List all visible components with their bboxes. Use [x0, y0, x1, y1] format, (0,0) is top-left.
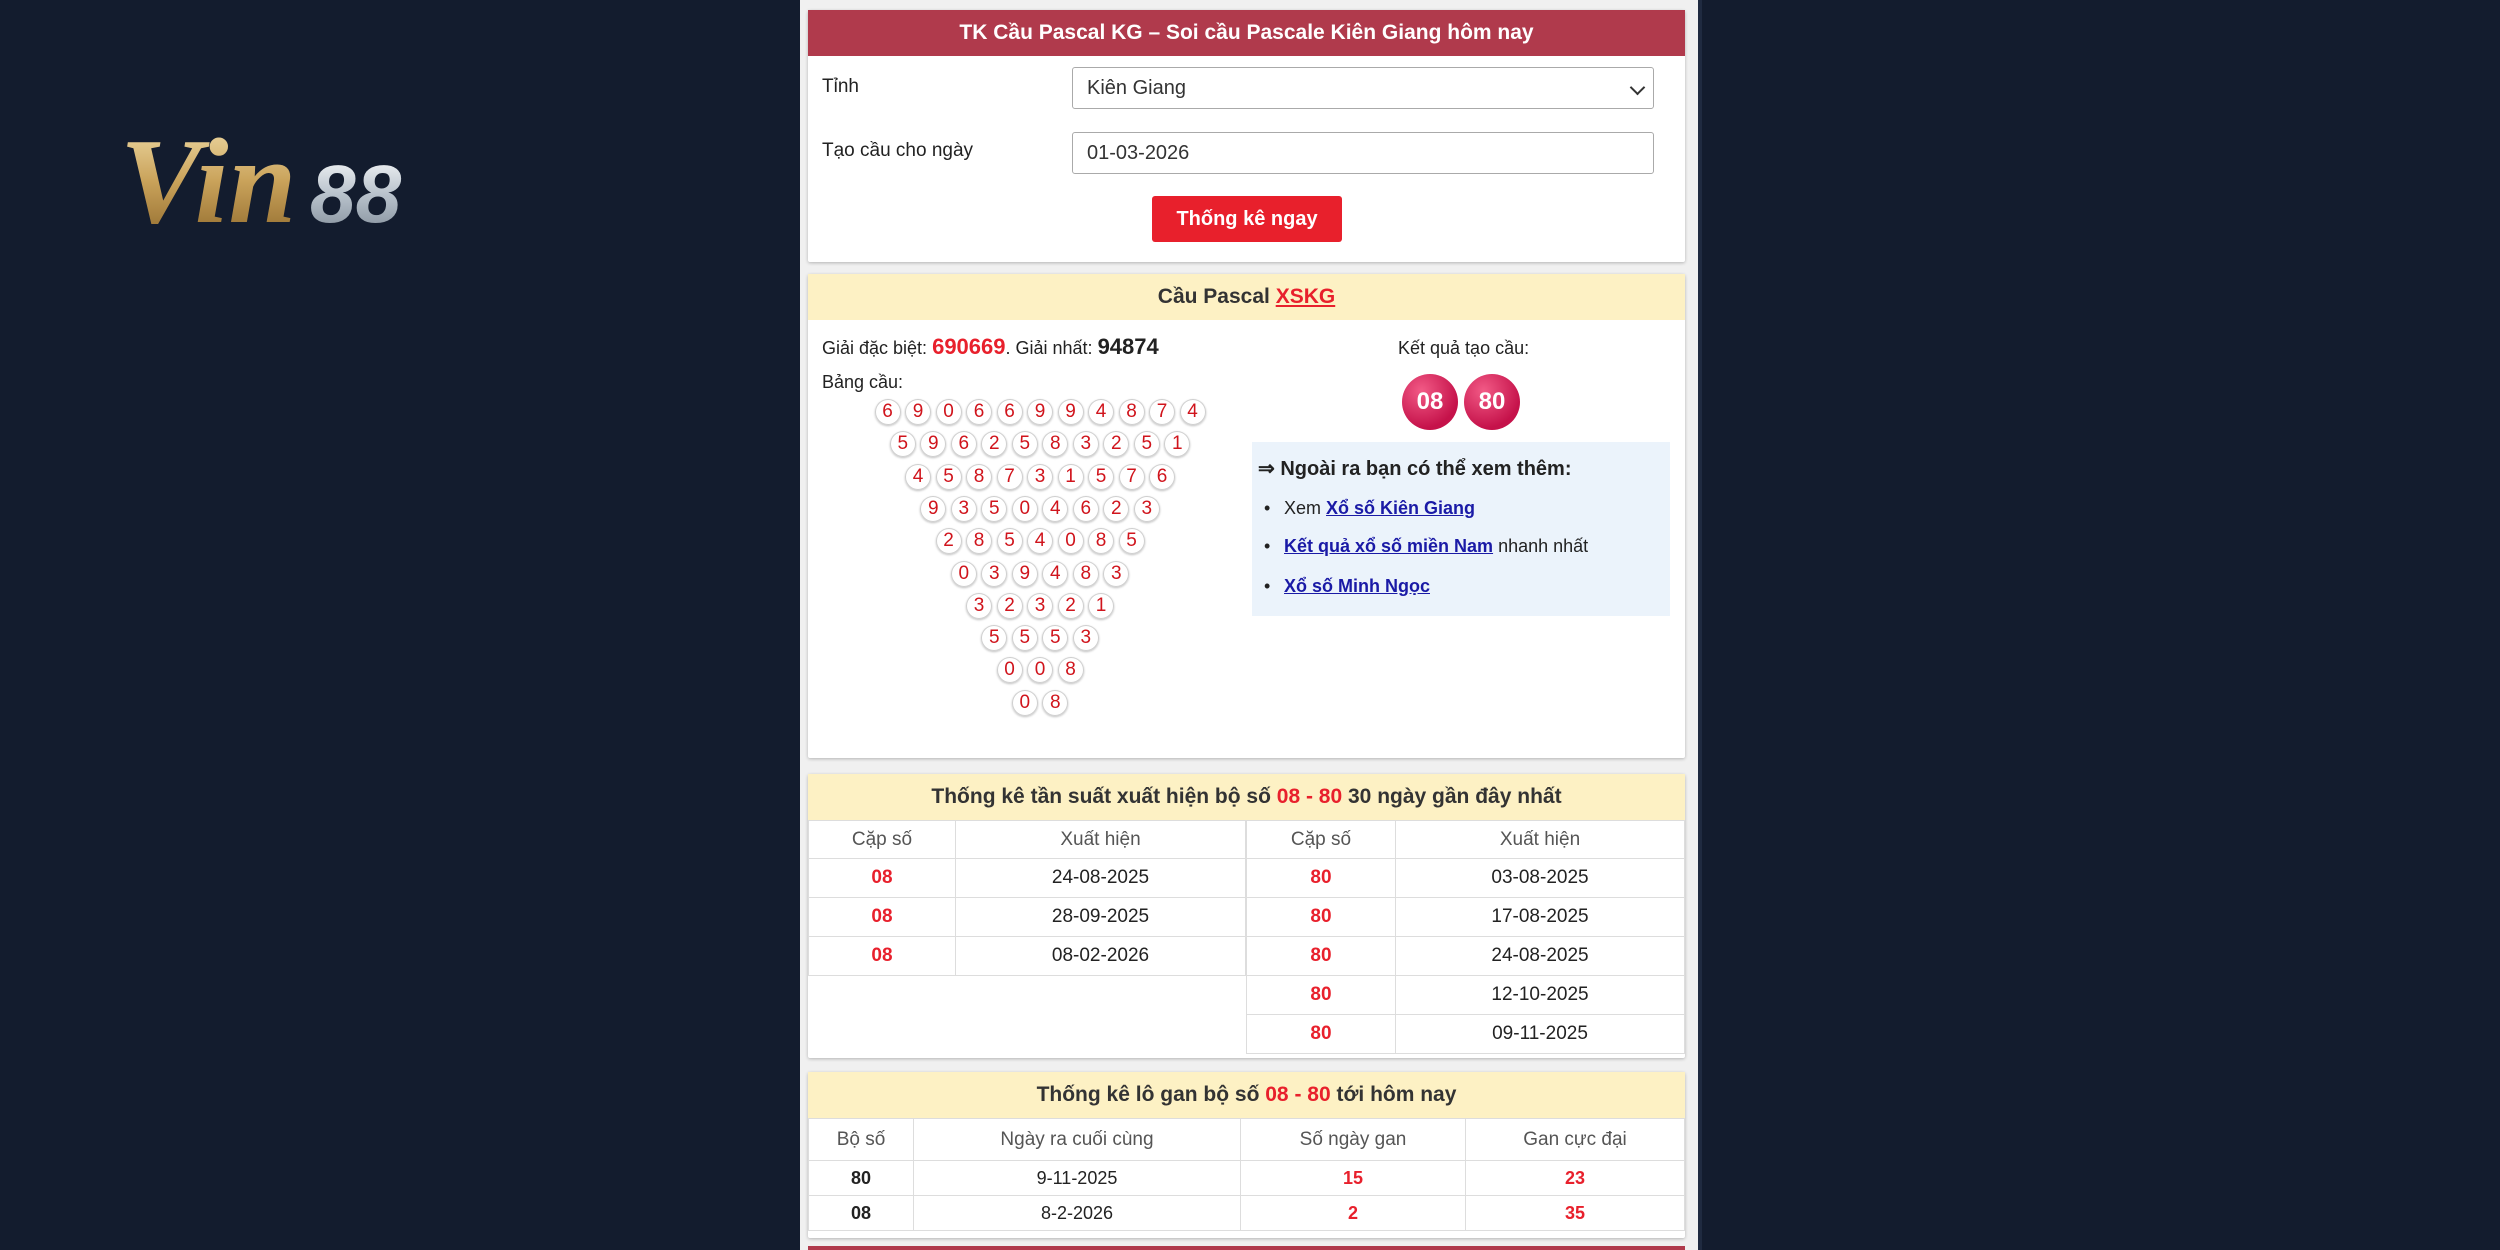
- pascal-ball: 5: [1012, 431, 1038, 457]
- pascal-ball: 9: [920, 431, 946, 457]
- pascal-ball: 7: [1119, 464, 1145, 490]
- see-more-item-1-prefix: Xem: [1284, 498, 1327, 518]
- special-prize-label: Giải đặc biệt:: [822, 338, 928, 358]
- xo-so-minh-ngoc-link[interactable]: Xổ số Minh Ngọc: [1284, 576, 1430, 596]
- pascal-ball: 5: [981, 625, 1007, 651]
- gan-last-cell: 9-11-2025: [914, 1161, 1241, 1196]
- pascal-ball: 5: [1088, 464, 1114, 490]
- pascal-ball: 3: [951, 496, 977, 522]
- gan-title-prefix: Thống kê lô gan bộ số: [1036, 1083, 1266, 1106]
- frequency-card: [808, 774, 1685, 1058]
- see-more-item-2-suffix: nhanh nhất: [1493, 536, 1589, 556]
- see-more-item-3: [1264, 576, 1430, 597]
- table-row: [809, 937, 1246, 976]
- pascal-ball: 6: [997, 399, 1023, 425]
- pascal-ball: 0: [951, 561, 977, 587]
- pascal-ball: 3: [1073, 431, 1099, 457]
- special-prize-value: 690669: [932, 334, 1006, 359]
- chevron-down-icon: [1630, 80, 1646, 96]
- gan-max-cell: 35: [1466, 1196, 1685, 1231]
- pascal-ball: 5: [890, 431, 916, 457]
- gan-pair-cell: 80: [809, 1161, 914, 1196]
- pascal-title-text: Cầu Pascal: [1157, 285, 1270, 308]
- pascal-ball: 2: [981, 431, 1007, 457]
- date-cell: 03-08-2025: [1396, 859, 1685, 898]
- xskg-link[interactable]: XSKG: [1275, 285, 1336, 308]
- pascal-ball: 0: [1012, 496, 1038, 522]
- see-more-item-1: [1264, 498, 1476, 519]
- date-cell: 17-08-2025: [1396, 898, 1685, 937]
- pascal-ball: 4: [1042, 496, 1068, 522]
- pascal-ball: 6: [1149, 464, 1175, 490]
- pair-cell: 80: [1247, 898, 1396, 937]
- date-cell: 24-08-2025: [956, 859, 1246, 898]
- table-row: [809, 898, 1246, 937]
- main-column: [800, 0, 1698, 1250]
- pascal-ball: 9: [1058, 399, 1084, 425]
- pascal-ball: 4: [1180, 399, 1206, 425]
- table-row: [809, 1161, 1685, 1196]
- pascal-card: [808, 274, 1685, 758]
- pascal-ball: 5: [1042, 625, 1068, 651]
- next-card-top: [808, 1246, 1685, 1250]
- gan-header-pair: Bộ số: [809, 1119, 914, 1161]
- pascal-ball: 6: [951, 431, 977, 457]
- bullet: •: [1264, 576, 1271, 596]
- date-cell: 08-02-2026: [956, 937, 1246, 976]
- pascal-ball: 9: [905, 399, 931, 425]
- date-cell: 09-11-2025: [1396, 1015, 1685, 1054]
- pascal-ball: 4: [1027, 528, 1053, 554]
- pascal-ball: 5: [997, 528, 1023, 554]
- pascal-ball: 2: [936, 528, 962, 554]
- pascal-ball: 8: [1058, 657, 1084, 683]
- pair-cell: 80: [1247, 976, 1396, 1015]
- date-cell: 28-09-2025: [956, 898, 1246, 937]
- pascal-ball: 8: [1119, 399, 1145, 425]
- frequency-table-left: [808, 820, 1246, 976]
- pair-cell: 08: [809, 937, 956, 976]
- pascal-triangle: [808, 274, 1248, 758]
- table-row: [1247, 898, 1685, 937]
- pascal-ball: 9: [1027, 399, 1053, 425]
- gan-header-last: Ngày ra cuối cùng: [914, 1119, 1241, 1161]
- col-pair-header: Cặp số: [809, 821, 956, 859]
- gan-pair-cell: 08: [809, 1196, 914, 1231]
- pascal-ball: 8: [966, 464, 992, 490]
- right-edge: [1698, 0, 1702, 1250]
- pascal-ball: 3: [966, 593, 992, 619]
- pascal-ball: 2: [1103, 496, 1129, 522]
- table-row: [809, 859, 1246, 898]
- first-prize-value: 94874: [1097, 334, 1159, 359]
- ket-qua-mien-nam-link[interactable]: Kết quả xổ số miền Nam: [1284, 536, 1494, 556]
- date-cell: 24-08-2025: [1396, 937, 1685, 976]
- pair-cell: 80: [1247, 859, 1396, 898]
- gan-table: [808, 1118, 1685, 1231]
- result-ball-1: 08: [1402, 374, 1458, 430]
- board-label: Bảng cầu:: [822, 372, 904, 392]
- gan-days-cell: 15: [1241, 1161, 1466, 1196]
- province-label: Tỉnh: [822, 76, 859, 97]
- pascal-ball: 3: [981, 561, 1007, 587]
- pascal-ball: 5: [1119, 528, 1145, 554]
- pascal-ball: 6: [966, 399, 992, 425]
- pascal-ball: 4: [905, 464, 931, 490]
- form-header: TK Cầu Pascal KG – Soi cầu Pascale Kiên Giang hôm nay: [808, 10, 1685, 56]
- col-appear-header: Xuất hiện: [1396, 821, 1685, 859]
- gan-max-cell: 23: [1466, 1161, 1685, 1196]
- see-more-box: [1252, 442, 1670, 616]
- frequency-title-prefix: Thống kê tần suất xuất hiện bộ số: [931, 785, 1277, 808]
- gan-title: [808, 1072, 1685, 1118]
- result-ball-2: 80: [1464, 374, 1520, 430]
- pascal-ball: 9: [1012, 561, 1038, 587]
- result-label: Kết quả tạo cầu:: [1398, 338, 1530, 358]
- date-input[interactable]: 01-03-2026: [1072, 132, 1654, 174]
- vin88-logo: [120, 118, 490, 238]
- gan-card: [808, 1072, 1685, 1238]
- pair-cell: 08: [809, 898, 956, 937]
- frequency-title-pair: 08 - 80: [1276, 785, 1343, 808]
- pascal-ball: 0: [1012, 690, 1038, 716]
- gan-title-suffix: tới hôm nay: [1330, 1083, 1457, 1106]
- pascal-ball: 5: [936, 464, 962, 490]
- date-label: Tạo cầu cho ngày: [822, 140, 974, 161]
- pair-cell: 80: [1247, 1015, 1396, 1054]
- pascal-ball: 3: [1103, 561, 1129, 587]
- table-row: [1247, 1015, 1685, 1054]
- pascal-ball: 1: [1164, 431, 1190, 457]
- gan-days-cell: 2: [1241, 1196, 1466, 1231]
- gan-title-pair: 08 - 80: [1265, 1083, 1331, 1106]
- pascal-ball: 8: [1042, 431, 1068, 457]
- table-row: [1247, 859, 1685, 898]
- date-cell: 12-10-2025: [1396, 976, 1685, 1015]
- pascal-ball: 6: [875, 399, 901, 425]
- pascal-ball: 8: [1073, 561, 1099, 587]
- table-row: [809, 1196, 1685, 1231]
- pascal-ball: 4: [1088, 399, 1114, 425]
- pascal-ball: 0: [936, 399, 962, 425]
- svg-text:88: 88: [310, 149, 402, 238]
- pascal-ball: 3: [1027, 464, 1053, 490]
- pascal-ball: 0: [1058, 528, 1084, 554]
- province-select[interactable]: [1072, 67, 1654, 109]
- col-appear-header: Xuất hiện: [956, 821, 1246, 859]
- svg-text:Vin: Vin: [120, 118, 297, 238]
- pascal-ball: 5: [1134, 431, 1160, 457]
- pascal-ball: 3: [1073, 625, 1099, 651]
- first-prize-label: . Giải nhất:: [1005, 338, 1093, 358]
- table-row: [1247, 937, 1685, 976]
- col-pair-header: Cặp số: [1247, 821, 1396, 859]
- frequency-title: [808, 774, 1685, 820]
- frequency-title-suffix: 30 ngày gần đây nhất: [1342, 785, 1562, 808]
- pair-cell: 80: [1247, 937, 1396, 976]
- pascal-ball: 2: [997, 593, 1023, 619]
- pascal-ball: 3: [1027, 593, 1053, 619]
- pascal-ball: 0: [997, 657, 1023, 683]
- pascal-ball: 7: [997, 464, 1023, 490]
- see-more-item-2: [1264, 536, 1589, 557]
- pascal-ball: 1: [1088, 593, 1114, 619]
- see-more-title: ⇒ Ngoài ra bạn có thể xem thêm:: [1258, 458, 1572, 480]
- pascal-ball: 8: [966, 528, 992, 554]
- gan-last-cell: 8-2-2026: [914, 1196, 1241, 1231]
- pascal-ball: 2: [1103, 431, 1129, 457]
- pascal-form-card: [808, 10, 1685, 262]
- gan-header-max: Gan cực đại: [1466, 1119, 1685, 1161]
- province-select-value: Kiên Giang: [1087, 77, 1186, 99]
- pair-cell: 08: [809, 859, 956, 898]
- gan-header-days: Số ngày gan: [1241, 1119, 1466, 1161]
- pascal-ball: 7: [1149, 399, 1175, 425]
- pascal-ball: 5: [981, 496, 1007, 522]
- pascal-ball: 9: [920, 496, 946, 522]
- submit-button[interactable]: Thống kê ngay: [1152, 196, 1342, 242]
- pascal-ball: 4: [1042, 561, 1068, 587]
- bullet: •: [1264, 536, 1271, 556]
- pascal-ball: 3: [1134, 496, 1160, 522]
- pascal-ball: 1: [1058, 464, 1084, 490]
- xo-so-kien-giang-link[interactable]: Xổ số Kiên Giang: [1326, 498, 1476, 518]
- pascal-ball: 5: [1012, 625, 1038, 651]
- bullet: •: [1264, 498, 1271, 518]
- table-row: [1247, 976, 1685, 1015]
- pascal-ball: 8: [1088, 528, 1114, 554]
- pascal-ball: 8: [1042, 690, 1068, 716]
- pascal-ball: 0: [1027, 657, 1053, 683]
- pascal-ball: 2: [1058, 593, 1084, 619]
- frequency-table-right: [1246, 820, 1685, 1054]
- pascal-ball: 6: [1073, 496, 1099, 522]
